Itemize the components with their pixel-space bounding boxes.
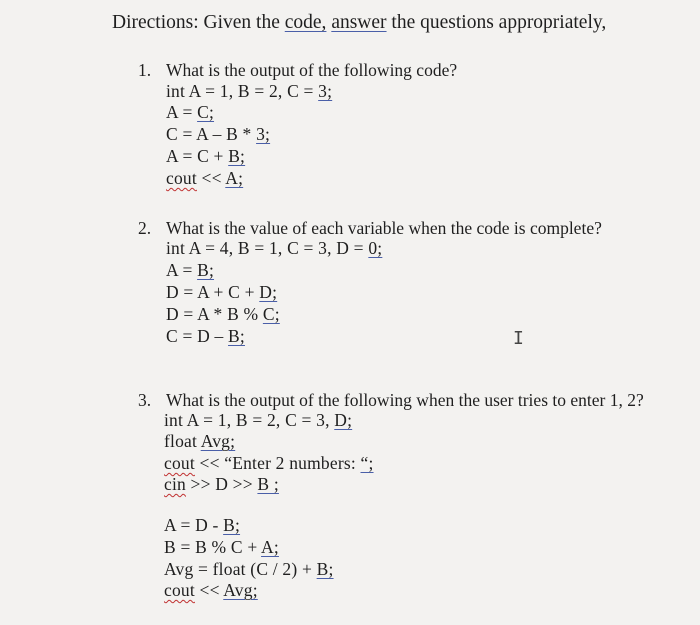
directions-prefix: Directions: Given the — [112, 12, 285, 33]
question-3-code-line-4: cin >> D >> B ; — [164, 474, 279, 494]
question-1-code-line-3: C = A – B * 3; — [166, 124, 271, 144]
directions-answer-word: answer — [331, 12, 387, 33]
question-1-code-line-1: int A = 1, B = 2, C = 3; — [166, 81, 333, 101]
question-3-number: 3. — [138, 390, 152, 410]
directions-suffix: the questions appropriately, — [386, 12, 607, 33]
question-1-code-line-4: A = C + B; — [166, 146, 246, 166]
question-3-code-line-1: int A = 1, B = 2, C = 3, D; — [164, 410, 353, 430]
question-3-code-line-2: float Avg; — [164, 431, 236, 451]
question-1-text: What is the output of the following code? — [166, 60, 458, 80]
question-3-code-line-8: cout << Avg; — [164, 580, 258, 600]
directions-code-word: code, — [284, 12, 327, 33]
directions-heading — [112, 12, 606, 34]
question-2-code-line-3: D = A + C + D; — [166, 282, 278, 302]
question-2-code-line-1: int A = 4, B = 1, C = 3, D = 0; — [166, 238, 383, 258]
question-2-code-line-5: C = D – B; — [166, 326, 245, 346]
question-1-code-line-2: A = C; — [166, 102, 215, 122]
question-3-code-line-3: cout << “Enter 2 numbers: “; — [164, 453, 374, 473]
i-beam-cursor-icon: I — [513, 328, 524, 349]
question-2-code-line-4: D = A * B % C; — [166, 304, 280, 324]
question-1-number: 1. — [138, 60, 152, 80]
question-3-code-line-7: Avg = float (C / 2) + B; — [164, 559, 334, 579]
question-1-code-line-5: cout << A; — [166, 168, 244, 188]
question-2-code-line-2: A = B; — [166, 260, 215, 280]
question-3-code-line-6: B = B % C + A; — [164, 537, 279, 557]
question-2-number: 2. — [138, 218, 152, 238]
question-3-text: What is the output of the following when the user tries to enter 1, 2? — [166, 390, 644, 410]
question-2-text: What is the value of each variable when the code is complete? — [166, 218, 602, 238]
question-3-code-line-5: A = D - B; — [164, 515, 241, 535]
